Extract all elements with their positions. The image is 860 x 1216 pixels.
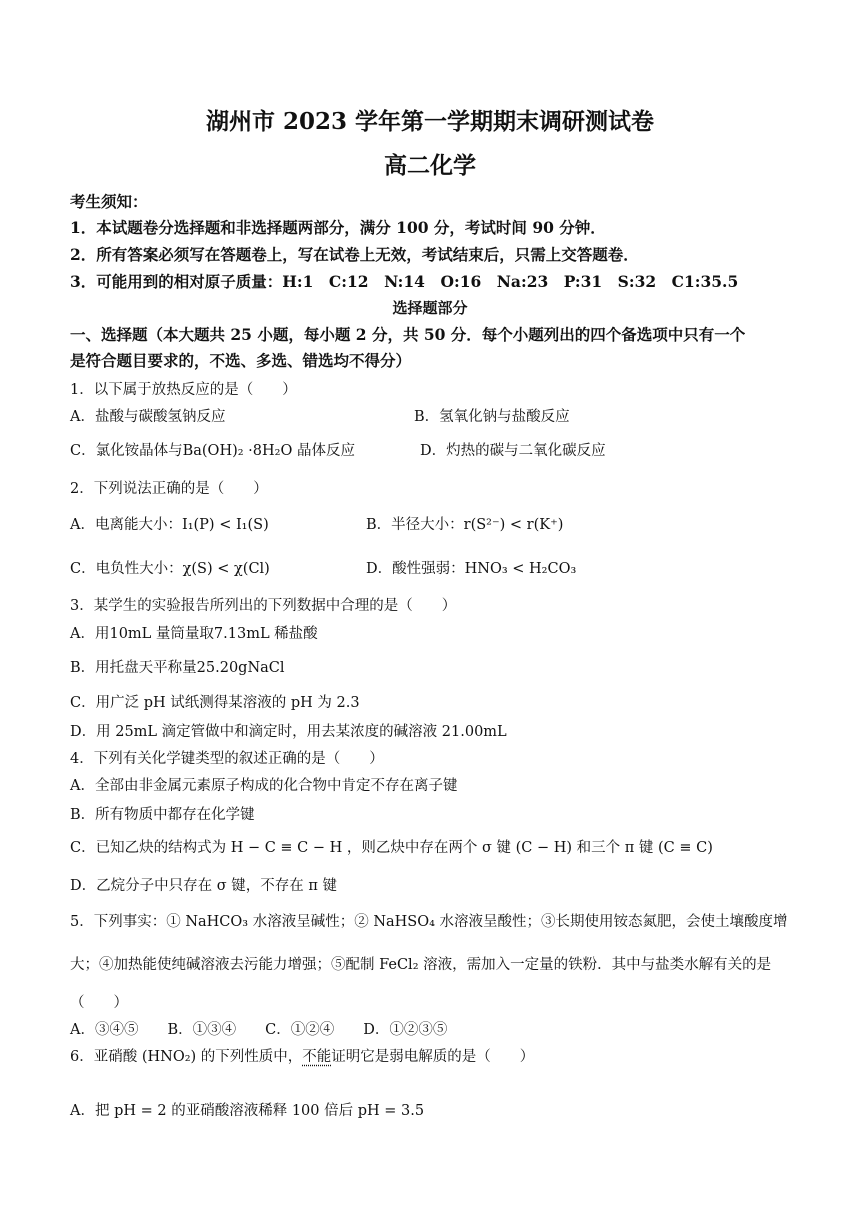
question-5-options: A．③④⑤ B．①③④ C．①②④ D．①②③⑤ (70, 1022, 448, 1038)
question-3-option-b: B．用托盘天平称量25.20gNaCl (70, 660, 285, 676)
exam-subject: 高二化学 (384, 152, 476, 179)
part-one-instructions-line2: 是符合题目要求的，不选、多选、错选均不得分） (70, 351, 412, 370)
question-1-option-b: B．氢氧化钠与盐酸反应 (414, 409, 570, 425)
part-one-instructions-line1: 一、选择题（本大题共 25 小题，每小题 2 分，共 50 分．每个小题列出的四个备选项中只有一个 (70, 325, 746, 344)
notice-heading: 考生须知： (70, 192, 148, 211)
question-6-stem-emphasis: 不能 (302, 1049, 332, 1065)
question-1-option-a: A．盐酸与碳酸氢钠反应 (70, 409, 226, 425)
section-title: 选择题部分 (392, 299, 468, 317)
question-2-option-d: D．酸性强弱：HNO₃ < H₂CO₃ (366, 561, 577, 577)
notice-item-3: 3．可能用到的相对原子质量：H:1 C:12 N:14 O:16 Na:23 P:31 S:32 C1:35.5 (70, 272, 739, 291)
question-6-stem-post: 证明它是弱电解质的是（ ） (331, 1049, 535, 1065)
question-1-option-d: D．灼热的碳与二氧化碳反应 (420, 443, 606, 459)
question-3-option-a: A．用10mL 量筒量取7.13mL 稀盐酸 (70, 626, 318, 642)
question-2-option-b: B．半径大小：r(S²⁻) < r(K⁺) (366, 517, 564, 533)
question-3-option-d: D．用 25mL 滴定管做中和滴定时，用去某浓度的碱溶液 21.00mL (70, 724, 507, 740)
question-5-stem-line1: 5．下列事实：① NaHCO₃ 水溶液呈碱性；② NaHSO₄ 水溶液呈酸性；③长期使用铵态氮肥，会使土壤酸度增 (70, 914, 788, 930)
question-1-option-c: C．氯化铵晶体与Ba(OH)₂ ·8H₂O 晶体反应 (70, 443, 355, 459)
question-2-stem: 2．下列说法正确的是（ ） (70, 481, 268, 497)
question-3-option-c: C．用广泛 pH 试纸测得某溶液的 pH 为 2.3 (70, 695, 360, 711)
question-4-option-a: A．全部由非金属元素原子构成的化合物中肯定不存在离子键 (70, 778, 458, 794)
notice-item-1: 1．本试题卷分选择题和非选择题两部分，满分 100 分，考试时间 90 分钟． (70, 218, 606, 237)
question-6-stem (70, 1045, 534, 1066)
question-4-stem: 4．下列有关化学键类型的叙述正确的是（ ） (70, 751, 384, 767)
question-6-stem-pre: 6．亚硝酸 (HNO₂) 的下列性质中， (70, 1049, 303, 1065)
question-5-stem-line3: （ ） (70, 995, 128, 1011)
question-2-option-a: A．电离能大小：I₁(P) < I₁(S) (70, 517, 269, 533)
question-4-option-c: C．已知乙炔的结构式为 H − C ≡ C − H ，则乙炔中存在两个 σ 键 (C − H) 和三个 π 键 (C ≡ C) (70, 840, 713, 856)
question-3-stem: 3．某学生的实验报告所列出的下列数据中合理的是（ ） (70, 598, 457, 614)
notice-item-2: 2．所有答案必须写在答题卷上，写在试卷上无效，考试结束后，只需上交答题卷． (70, 245, 639, 264)
question-4-option-b: B．所有物质中都存在化学键 (70, 807, 255, 823)
question-6-option-a: A．把 pH = 2 的亚硝酸溶液稀释 100 倍后 pH = 3.5 (70, 1103, 425, 1119)
exam-title: 湖州市 2023 学年第一学期期末调研测试卷 (205, 108, 655, 135)
question-4-option-d: D．乙烷分子中只存在 σ 键，不存在 π 键 (70, 878, 337, 894)
question-2-option-c: C．电负性大小：χ(S) < χ(Cl) (70, 561, 270, 577)
question-5-stem-line2: 大；④加热能使纯碱溶液去污能力增强；⑤配制 FeCl₂ 溶液，需加入一定量的铁粉．其中与盐类水解有关的是 (70, 957, 772, 973)
question-1-stem: 1．以下属于放热反应的是（ ） (70, 382, 297, 398)
